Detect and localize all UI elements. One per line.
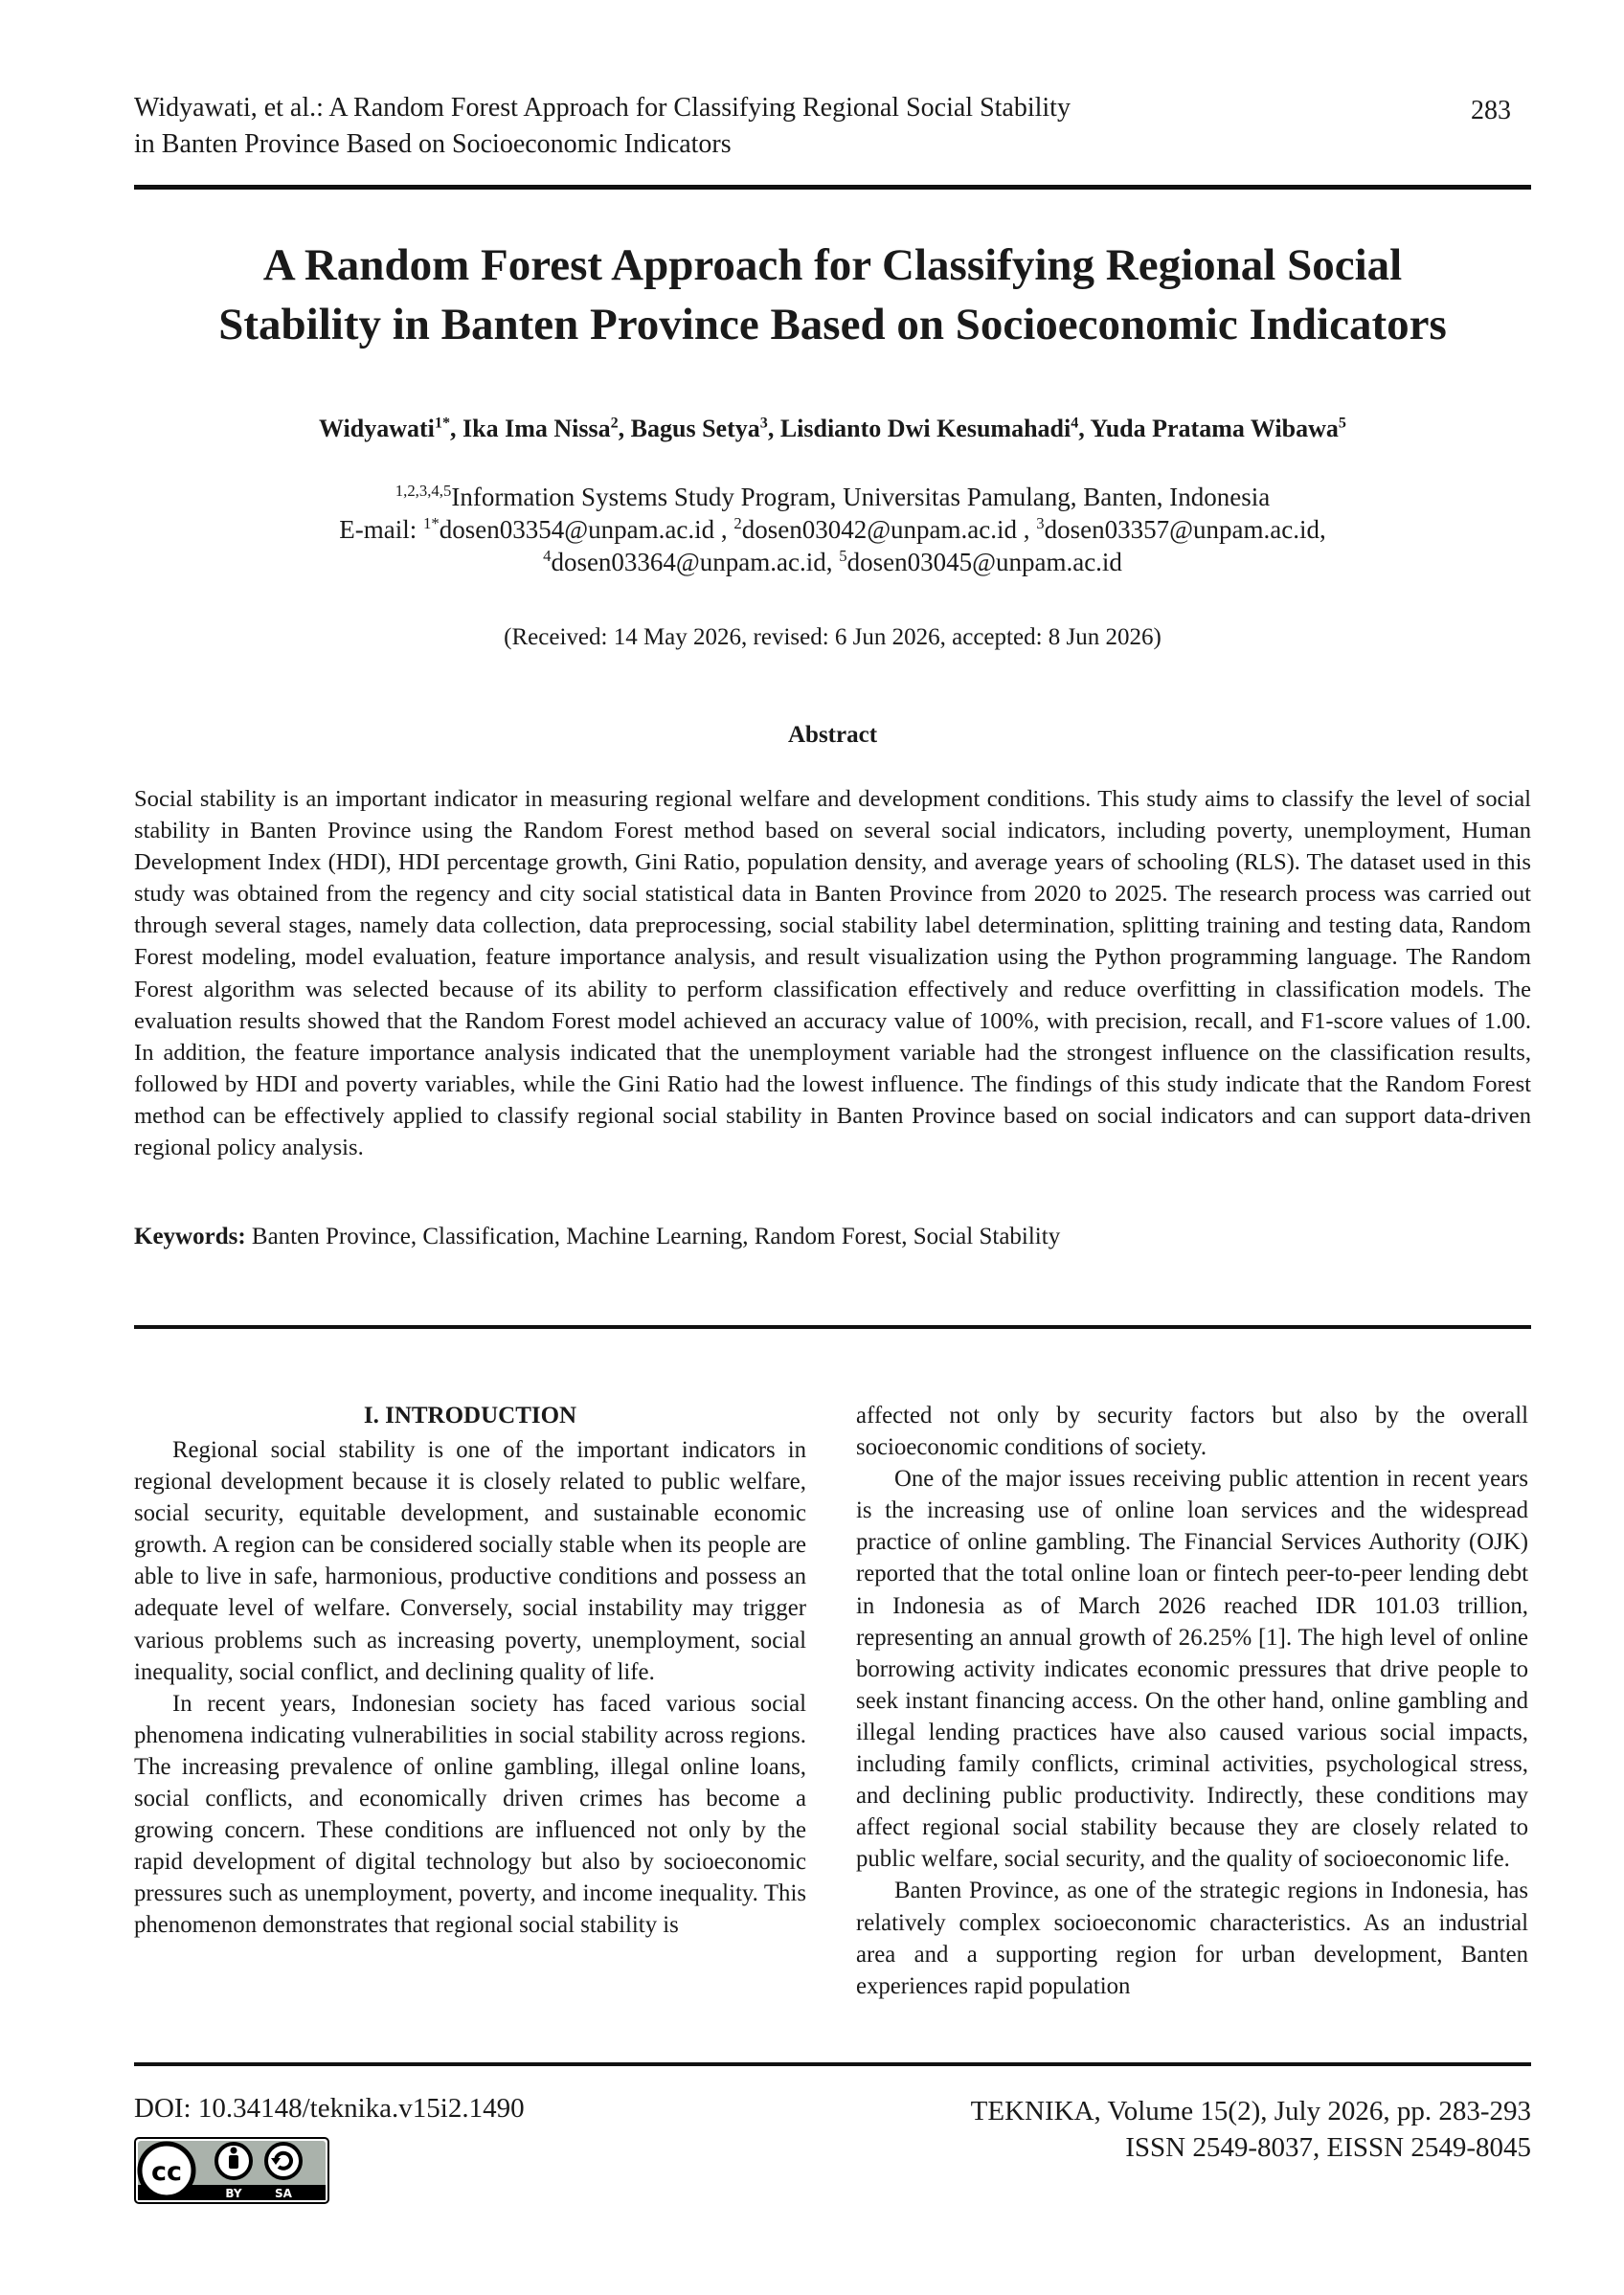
- running-head-line-1: Widyawati, et al.: A Random Forest Approach for Classifying Regional Social Stability: [134, 93, 1071, 123]
- title-line-2: Stability in Banten Province Based on Socioeconomic Indicators: [218, 300, 1447, 349]
- email-link[interactable]: dosen03042@unpam.ac.id: [741, 515, 1018, 544]
- email-label: E-mail:: [339, 515, 424, 544]
- keywords-label: Keywords:: [134, 1224, 246, 1249]
- abstract-text: Social stability is an important indicator in measuring regional welfare and development conditions. This study aims to classify the level of social stability in Banten Province using the Random Forest method based on several social indicators, including poverty, unemployment, Human Development Index (HDI), HDI percentage growth, Gini Ratio, population density, and average years of schooling (RLS). The dataset used in this study was obtained from the regency and city social statistical data in Banten Province from 2020 to 2025. The research process was carried out through several stages, namely data collection, data preprocessing, social stability label determination, splitting training and testing data, Random Forest modeling, model evaluation, feature importance analysis, and result visualization using the Python programming language. The Random Forest algorithm was selected because of its ability to perform classification effectively and reduce overfitting in classification models. The evaluation results showed that the Random Forest model achieved an accuracy value of 100%, with precision, recall, and F1-score values of 1.00. In addition, the feature importance analysis indicated that the unemployment variable had the strongest influence on the classification results, followed by HDI and poverty variables, while the Gini Ratio had the lowest influence. The findings of this study indicate that the Random Forest method can be effectively applied to classify regional social stability in Banten Province based on social indicators and can support data-driven regional policy analysis.: [134, 786, 1531, 1161]
- body-paragraph: Banten Province, as one of the strategic regions in Indonesia, has relatively complex socioeconomic characteristics. As an industrial area and a supporting region for urban development, Banten experiences rapid population: [856, 1878, 1528, 1999]
- author-sup: 4: [1071, 415, 1079, 432]
- author-name: Widyawati: [319, 415, 435, 442]
- email-sup: 4: [543, 547, 552, 565]
- affiliation-text: Information Systems Study Program, Universitas Pamulang, Banten, Indonesia: [451, 483, 1271, 511]
- email-sup: 1*: [423, 514, 440, 532]
- email-link[interactable]: dosen03364@unpam.ac.id: [551, 548, 826, 576]
- email-link[interactable]: dosen03354@unpam.ac.id: [439, 515, 715, 544]
- title-line-1: A Random Forest Approach for Classifying Regional Social: [262, 240, 1403, 290]
- author-list: Widyawati$^{1*}$, Ika Ima Nissa$^2$, Bagus Setya$^3$, Lisdianto Dwi Kesumahadi$^4$, Yuda Pratama Wibawa$^5$: [319, 415, 1346, 442]
- doi: DOI: 10.34148/teknika.v15i2.1490: [134, 2093, 525, 2124]
- body-paragraph: One of the major issues receiving public attention in recent years is the increasing use of online loan services and the widespread practice of online gambling. The Financial Services Authority (OJK) reported that the total online loan or fintech peer-to-peer lending debt in Indonesia as of March 2026 reached IDR 101.03 trillion, representing an annual growth of 26.25% [1]. The high level of online borrowing activity indicates economic pressures that drive people to seek instant financing access. On the other hand, online gambling and illegal lending practices have also caused various social impacts, including family conflicts, criminal activities, psychological stress, and declining public productivity. Indirectly, these conditions may affect regional social stability because they are closely related to public welfare, social security, and the quality of socioeconomic life.: [856, 1466, 1528, 1873]
- running-head: [134, 90, 1321, 163]
- email-line-2: $^4$dosen03364@unpam.ac.id, $^5$dosen03045@unpam.ac.id: [543, 547, 1122, 576]
- submission-dates: (Received: 14 May 2026, revised: 6 Jun 2026, accepted: 8 Jun 2026): [504, 624, 1162, 650]
- email-link[interactable]: dosen03045@unpam.ac.id: [846, 548, 1122, 576]
- email-line-1: E-mail: $^{1*}$dosen03354@unpam.ac.id , $^2$dosen03042@unpam.ac.id , $^3$dosen03357@unpam.ac.id,: [339, 514, 1326, 544]
- keywords-text: Banten Province, Classification, Machine Learning, Random Forest, Social Stability: [251, 1224, 1061, 1249]
- email-sup: 3: [1036, 514, 1045, 532]
- affiliation-sup: 1,2,3,4,5: [395, 482, 452, 500]
- journal-issn: ISSN 2549-8037, EISSN 2549-8045: [1125, 2132, 1531, 2163]
- journal-info: [971, 2093, 1531, 2166]
- author-name: Lisdianto Dwi Kesumahadi: [779, 415, 1071, 442]
- author-sup: 5: [1338, 415, 1346, 432]
- author-name: Bagus Setya: [630, 415, 760, 442]
- affiliation-block: [134, 481, 1531, 578]
- sa-text: SA: [275, 2187, 292, 2200]
- body-column-left: [134, 1400, 806, 1942]
- paper-title: [134, 236, 1531, 354]
- author-name: Ika Ima Nissa: [462, 415, 611, 442]
- affiliation: [134, 481, 1531, 513]
- body-paragraph-continuation: affected not only by security factors but also by the overall socioeconomic conditions of society.: [856, 1403, 1528, 1461]
- email-sup: 5: [839, 547, 847, 565]
- header-rule: [134, 185, 1531, 190]
- page-number: 283: [1471, 96, 1511, 125]
- footer-rule: [134, 2062, 1531, 2066]
- cc-text: cc: [150, 2157, 183, 2187]
- author-name: Yuda Pratama Wibawa: [1090, 415, 1339, 442]
- author-sup: 1*: [434, 415, 451, 432]
- journal-volume: TEKNIKA, Volume 15(2), July 2026, pp. 283-293: [970, 2096, 1531, 2126]
- body-paragraph: In recent years, Indonesian society has faced various social phenomena indicating vulnerabilities in social stability across regions. The increasing prevalence of online gambling, illegal online loans, social conflicts, and economically driven crimes has become a growing concern. These conditions are influenced not only by the rapid development of digital technology but also by socioeconomic pressures such as unemployment, poverty, and income inequality. This phenomenon demonstrates that regional social stability is: [134, 1690, 806, 1939]
- abstract-heading: Abstract: [787, 722, 878, 748]
- author-sup: 2: [610, 415, 619, 432]
- email-link[interactable]: dosen03357@unpam.ac.id: [1044, 515, 1320, 544]
- email-sup: 2: [733, 514, 742, 532]
- by-text: BY: [225, 2187, 242, 2200]
- body-column-right: [856, 1400, 1528, 2002]
- section-rule: [134, 1325, 1531, 1329]
- running-head-line-2: in Banten Province Based on Socioeconomic Indicators: [134, 129, 732, 159]
- body-paragraph: Regional social stability is one of the important indicators in regional development because it is closely related to public welfare, social security, equitable development, and sustainable economic growth. A region can be considered socially stable when its people are able to live in safe, harmonious, productive conditions and possess an adequate level of welfare. Conversely, social instability may trigger various problems such as increasing poverty, unemployment, social inequality, social conflict, and declining quality of life.: [134, 1437, 806, 1685]
- section-heading-introduction: I. INTRODUCTION: [363, 1403, 577, 1429]
- keywords: [134, 1224, 1531, 1250]
- author-sup: 3: [759, 415, 768, 432]
- cc-by-sa-license-icon: [134, 2137, 329, 2204]
